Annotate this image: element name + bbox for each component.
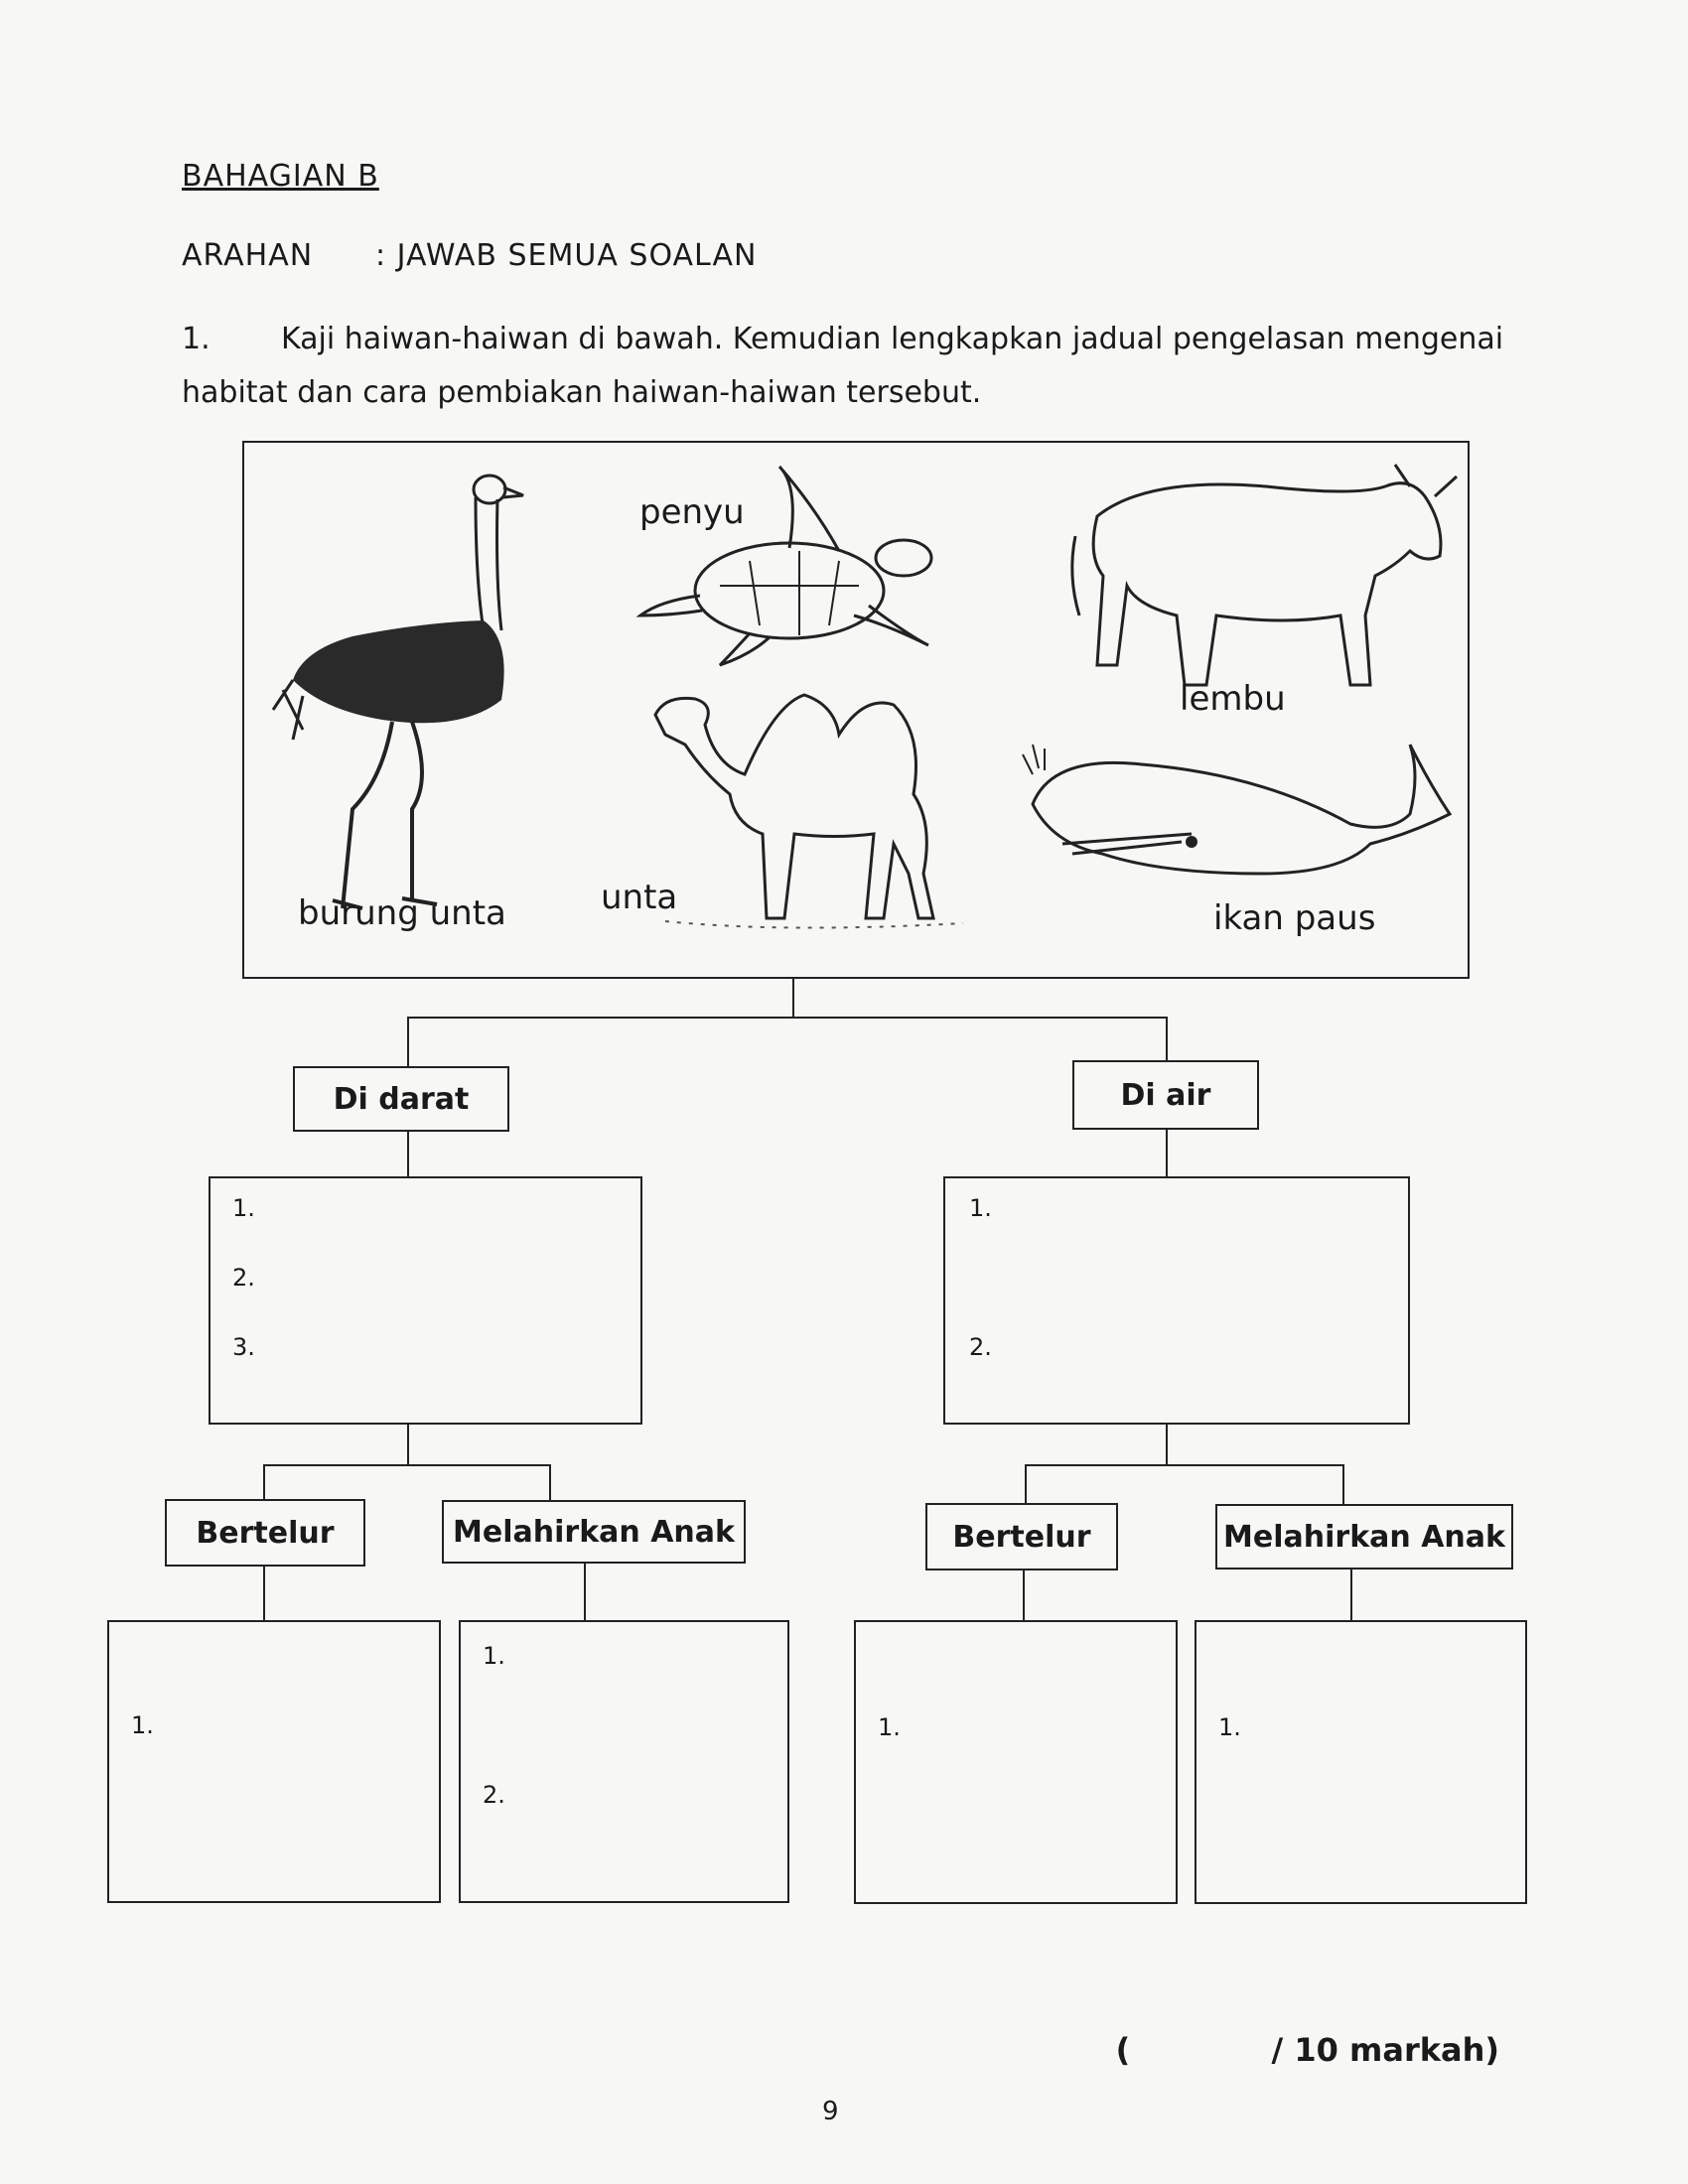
list-number: 1. [131, 1711, 154, 1739]
list-number: 2. [969, 1333, 992, 1361]
label-camel: unta [601, 878, 678, 917]
connector [407, 1017, 1168, 1019]
water-eggs-answer-box[interactable] [854, 1620, 1178, 1904]
turtle-illustration [640, 467, 958, 675]
connector [549, 1464, 551, 1500]
land-eggs-answer-box[interactable] [107, 1620, 441, 1903]
list-number: 2. [483, 1781, 505, 1809]
connector [792, 979, 794, 1019]
land-birth-answer-box[interactable] [459, 1620, 789, 1903]
whale-illustration [1013, 735, 1470, 913]
land-eggs-label: Bertelur [196, 1515, 335, 1551]
cow-illustration [1067, 457, 1465, 695]
connector [1025, 1464, 1027, 1504]
land-birth-label: Melahirkan Anak [453, 1514, 735, 1550]
label-whale: ikan paus [1213, 898, 1376, 938]
habitat-land-box [293, 1066, 509, 1132]
question-number: 1. [182, 322, 211, 356]
label-cow: lembu [1180, 679, 1286, 719]
camel-illustration [635, 675, 973, 933]
water-eggs-label: Bertelur [952, 1519, 1091, 1555]
list-number: 1. [1218, 1713, 1241, 1741]
water-answer-box[interactable] [943, 1176, 1410, 1425]
label-turtle: penyu [639, 492, 745, 532]
connector [263, 1567, 265, 1621]
connector [263, 1464, 265, 1500]
water-birth-label: Melahirkan Anak [1223, 1519, 1505, 1555]
connector [1025, 1464, 1344, 1466]
connector [1342, 1464, 1344, 1504]
page-number: 9 [822, 2097, 839, 2126]
label-ostrich: burung unta [298, 893, 506, 933]
connector [1166, 1130, 1168, 1177]
habitat-water-label: Di air [1120, 1077, 1211, 1113]
question-text-line2: habitat dan cara pembiakan haiwan-haiwan tersebut. [182, 375, 982, 410]
connector [407, 1017, 409, 1066]
marks-open: ( [1115, 2031, 1131, 2069]
water-birth-box [1215, 1504, 1513, 1570]
connector [1023, 1570, 1025, 1622]
marks-field [1116, 2031, 1499, 2069]
list-number: 1. [483, 1642, 505, 1670]
ostrich-illustration [263, 462, 561, 898]
list-number: 1. [232, 1194, 255, 1222]
instruction-label: ARAHAN [182, 238, 314, 273]
section-title: BAHAGIAN B [182, 159, 379, 194]
instruction-text: : JAWAB SEMUA SOALAN [375, 238, 758, 273]
connector [1166, 1425, 1168, 1466]
list-number: 2. [232, 1264, 255, 1292]
connector [407, 1132, 409, 1177]
list-number: 1. [969, 1194, 992, 1222]
water-birth-answer-box[interactable] [1195, 1620, 1527, 1904]
list-number: 3. [232, 1333, 255, 1361]
question-text-line1: Kaji haiwan-haiwan di bawah. Kemudian lengkapkan jadual pengelasan mengenai [281, 322, 1504, 356]
water-eggs-box [925, 1503, 1118, 1570]
land-eggs-box [165, 1499, 365, 1567]
list-number: 1. [878, 1713, 901, 1741]
connector [1166, 1017, 1168, 1060]
connector [1350, 1570, 1352, 1622]
land-answer-box[interactable] [209, 1176, 642, 1425]
land-birth-box [442, 1500, 746, 1564]
habitat-water-box [1072, 1060, 1259, 1130]
connector [584, 1564, 586, 1621]
connector [263, 1464, 551, 1466]
habitat-land-label: Di darat [333, 1081, 470, 1117]
connector [407, 1425, 409, 1466]
marks-total: / 10 markah) [1271, 2031, 1499, 2069]
